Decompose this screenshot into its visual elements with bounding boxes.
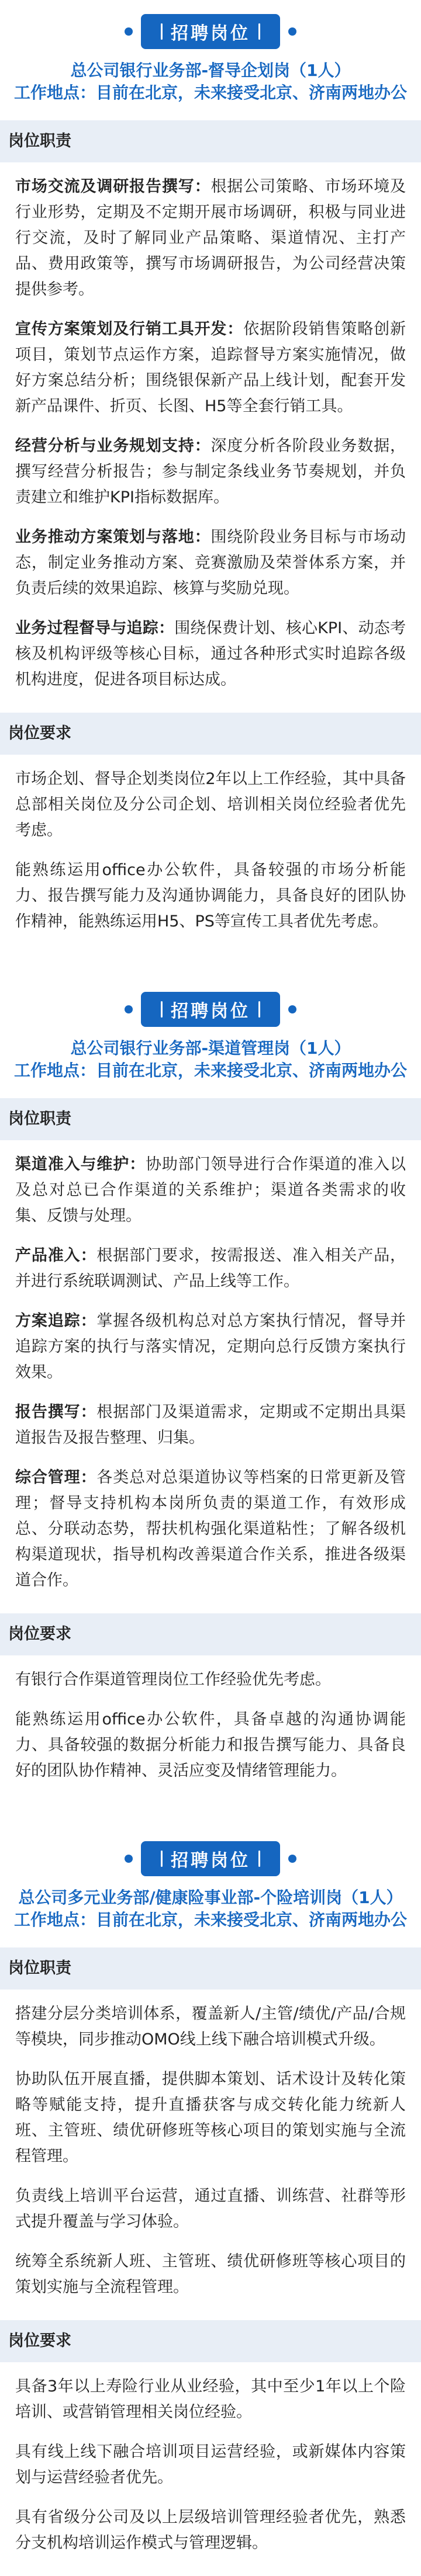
duty-item <box>15 616 406 693</box>
requirement-item: 具备3年以上寿险行业从业经验，其中至少1年以上个险培训、或营销管理相关岗位经验。 <box>15 2377 406 2421</box>
requirement-item: 能熟练运用office办公软件，具备卓越的沟通协调能力、具备较强的数据分析能力和报告撰写能力、具备良好的团队协作精神、灵活应变及情绪管理能力。 <box>15 1710 406 1780</box>
requirement-item: 能熟练运用office办公软件，具备较强的市场分析能力、报告撰写能力及沟通协调能力，具备良好的团队协作精神，能熟练运用H5、PS等宣传工具者优先考虑。 <box>15 861 406 931</box>
duty-text: 根据公司策略、市场环境及行业形势，定期及不定期开展市场调研，积极与同业进行交流，及时了解同业产品策略、渠道情况、主打产品、费用政策等，撰写市场调研报告，为公司经营决策提供参考。 <box>15 178 406 298</box>
duty-text: 根据部门及渠道需求，定期或不定期出具渠道报告及报告整理、归集。 <box>15 1403 406 1447</box>
duties-heading: 岗位职责 <box>0 1098 421 1140</box>
job-header <box>0 978 421 1098</box>
badge-bar-left <box>161 1001 163 1018</box>
duty-key: 产品准入： <box>15 1247 97 1265</box>
duty-text: 深度分析各阶段业务数据，撰写经营分析报告；参与制定条线业务节奏规划，并负责建立和维护KPI指标数据库。 <box>15 437 406 506</box>
duty-item: 协助队伍开展直播，提供脚本策划、话术设计及转化策略等赋能支持，提升直播获客与成交转化能力统新人班、主管班、绩优研修班等核心项目的策划实施与全流程管理。 <box>15 2070 406 2165</box>
badge-bar-right <box>258 1001 260 1018</box>
job-posting-2 <box>0 978 421 1804</box>
decor-dot-left <box>125 1005 133 1013</box>
requirement-item: 具有省级分公司及以上层级培训管理经验者优先，熟悉分支机构培训运作模式与管理逻辑。 <box>15 2508 406 2552</box>
duty-text: 根据部门要求，按需报送、准入相关产品，并进行系统联调测试、产品上线等工作。 <box>15 1247 406 1290</box>
recruit-badge <box>141 1841 280 1876</box>
badge-row <box>0 14 421 49</box>
recruit-badge <box>141 14 280 49</box>
badge-bar-left <box>161 23 163 40</box>
badge-label: 招聘岗位 <box>171 23 250 44</box>
duty-key: 业务过程督导与追踪： <box>15 619 175 637</box>
duty-key: 综合管理： <box>15 1468 97 1487</box>
decor-dot-right <box>288 27 296 36</box>
requirements-heading: 岗位要求 <box>0 2320 421 2362</box>
requirements-list <box>0 2362 421 2576</box>
duty-text: 围绕阶段业务目标与市场动态，制定业务推动方案、竞赛激励及荣誉体系方案，并负责后续的效果追踪、核算与奖励兑现。 <box>15 528 406 598</box>
badge-bar-right <box>258 23 260 40</box>
decor-dot-right <box>288 1855 296 1863</box>
badge-row <box>0 992 421 1027</box>
duty-key: 方案追踪： <box>15 1312 97 1330</box>
requirements-heading: 岗位要求 <box>0 1613 421 1655</box>
duty-key: 宣传方案策划及行销工具开发： <box>15 320 244 338</box>
duty-item <box>15 1243 406 1294</box>
badge-row <box>0 1841 421 1876</box>
duty-key: 渠道准入与维护： <box>15 1155 146 1174</box>
duty-text: 各类总对总渠道协议等档案的日常更新及管理；督导支持机构本岗所负责的渠道工作，有效形成总、分联动态势，帮扶机构强化渠道粘性；了解各级机构渠道现状，指导机构改善渠道合作关系，推进各级渠道合作。 <box>15 1468 406 1589</box>
job-location: 工作地点：目前在北京，未来接受北京、济南两地办公 <box>13 1910 407 1929</box>
requirement-item: 具有线上线下融合培训项目运营经验，或新媒体内容策划与运营经验者优先。 <box>15 2443 406 2487</box>
job-title: 总公司银行业务部-渠道管理岗（1人） <box>70 1039 351 1058</box>
duty-item <box>15 1400 406 1451</box>
duty-item: 搭建分层分类培训体系，覆盖新人/主管/绩优/产品/合规等模块，同步推动OMO线上线下融合培训模式升级。 <box>15 2005 406 2049</box>
duties-heading: 岗位职责 <box>0 1947 421 1990</box>
duty-item <box>15 1152 406 1229</box>
job-posting-1 <box>0 0 421 954</box>
duty-item <box>15 174 406 303</box>
duty-item <box>15 1465 406 1593</box>
duty-text: 掌握各级机构总对总方案执行情况，督导并追踪方案的执行与落实情况，定期向总行反馈方案执行效果。 <box>15 1312 406 1381</box>
duty-key: 报告撰写： <box>15 1403 97 1421</box>
job-location: 工作地点：目前在北京，未来接受北京、济南两地办公 <box>13 1061 407 1080</box>
badge-label: 招聘岗位 <box>171 1001 250 1022</box>
badge-bar-right <box>258 1851 260 1867</box>
duty-key: 经营分析与业务规划支持： <box>15 437 211 455</box>
duty-text: 依据阶段销售策略创新项目，策划节点运作方案，追踪督导方案实施情况，做好方案总结分析；围绕银保新产品上线计划，配套开发新产品课件、折页、长图、H5等全套行销工具。 <box>15 320 406 415</box>
duty-item: 负责线上培训平台运营，通过直播、训练营、社群等形式提升覆盖与学习体验。 <box>15 2187 406 2231</box>
duty-text: 协助部门领导进行合作渠道的准入以及总对总已合作渠道的关系维护；渠道各类需求的收集、反馈与处理。 <box>15 1155 406 1225</box>
job-header <box>0 1827 421 1947</box>
badge-label: 招聘岗位 <box>171 1851 250 1871</box>
job-posting-3 <box>0 1827 421 2576</box>
job-location: 工作地点：目前在北京，未来接受北京、济南两地办公 <box>13 83 407 102</box>
duty-item <box>15 1308 406 1386</box>
duties-heading: 岗位职责 <box>0 120 421 162</box>
spacer <box>0 954 421 978</box>
badge-bar-left <box>161 1851 163 1867</box>
duty-key: 业务推动方案策划与落地： <box>15 528 211 546</box>
requirement-item: 市场企划、督导企划类岗位2年以上工作经验，其中具备总部相关岗位及分公司企划、培训相关岗位经验者优先考虑。 <box>15 770 406 839</box>
decor-dot-left <box>125 27 133 36</box>
job-title: 总公司银行业务部-督导企划岗（1人） <box>70 61 351 80</box>
job-title: 总公司多元业务部/健康险事业部-个险培训岗（1人） <box>18 1888 403 1907</box>
requirements-list <box>0 1655 421 1804</box>
requirements-heading: 岗位要求 <box>0 713 421 755</box>
requirements-list <box>0 755 421 954</box>
duties-list <box>0 162 421 713</box>
requirement-item: 有银行合作渠道管理岗位工作经验优先考虑。 <box>15 1671 331 1689</box>
duty-item: 统筹全系统新人班、主管班、绩优研修班等核心项目的策划实施与全流程管理。 <box>15 2252 406 2296</box>
duty-item <box>15 433 406 511</box>
decor-dot-left <box>125 1855 133 1863</box>
duties-list <box>0 1990 421 2320</box>
duty-key: 市场交流及调研报告撰写： <box>15 178 211 196</box>
duty-text: 围绕保费计划、核心KPI、动态考核及机构评级等核心目标，通过各种形式实时追踪各级机构进度，促进各项目标达成。 <box>15 619 406 689</box>
duty-item <box>15 317 406 419</box>
duty-item <box>15 525 406 602</box>
duties-list <box>0 1140 421 1613</box>
job-header <box>0 0 421 120</box>
decor-dot-right <box>288 1005 296 1013</box>
recruit-badge <box>141 992 280 1027</box>
spacer <box>0 1804 421 1827</box>
